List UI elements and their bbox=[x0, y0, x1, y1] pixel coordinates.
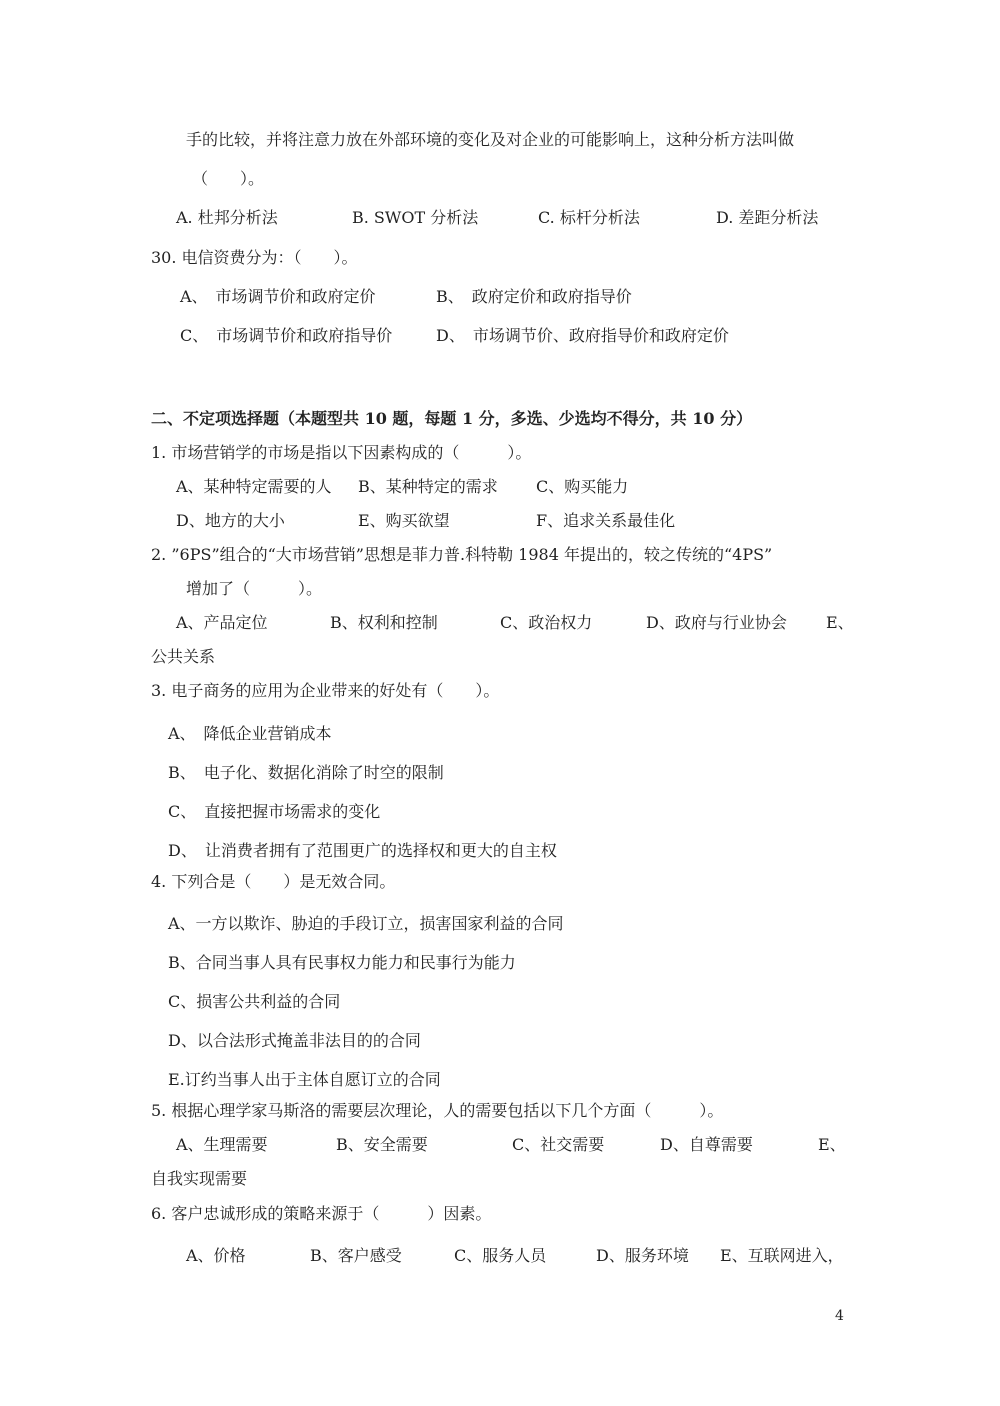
s1-option-b: B、某种特定的需求 bbox=[358, 477, 498, 496]
s1-option-f: F、追求关系最佳化 bbox=[536, 511, 676, 530]
s3-option-a: A、 降低企业营销成本 bbox=[168, 724, 332, 743]
s6-option-c: C、服务人员 bbox=[454, 1246, 547, 1265]
q30-option-c: C、 市场调节价和政府指导价 bbox=[180, 326, 393, 345]
s5-option-e-wrap: 自我实现需要 bbox=[151, 1169, 248, 1188]
s1-option-a: A、某种特定需要的人 bbox=[176, 477, 332, 496]
s1-option-e: E、购买欲望 bbox=[358, 511, 450, 530]
s5-option-b: B、安全需要 bbox=[336, 1135, 428, 1154]
s1-stem: 1. 市场营销学的市场是指以下因素构成的（ ）。 bbox=[151, 443, 532, 462]
s5-option-a: A、生理需要 bbox=[176, 1135, 268, 1154]
s2-option-e: E、 bbox=[826, 613, 854, 632]
s1-option-c: C、购买能力 bbox=[536, 477, 629, 496]
q29-option-b: B. SWOT 分析法 bbox=[352, 208, 479, 227]
s6-option-e: E、互联网进入， bbox=[720, 1246, 844, 1265]
s2-option-e-wrap: 公共关系 bbox=[151, 647, 216, 666]
q29-option-c: C. 标杆分析法 bbox=[538, 208, 640, 227]
s2-stem-continuation: 增加了（ ）。 bbox=[186, 579, 323, 598]
s6-option-a: A、价格 bbox=[186, 1246, 246, 1265]
s6-option-b: B、客户感受 bbox=[310, 1246, 402, 1265]
s3-option-b: B、 电子化、数据化消除了时空的限制 bbox=[168, 763, 444, 782]
q30-option-d: D、 市场调节价、政府指导价和政府定价 bbox=[436, 326, 729, 345]
s3-option-d: D、 让消费者拥有了范围更广的选择权和更大的自主权 bbox=[168, 841, 557, 860]
s3-option-c: C、 直接把握市场需求的变化 bbox=[168, 802, 381, 821]
s2-stem: 2. ”6PS”组合的“大市场营销”思想是菲力普.科特勒 1984 年提出的，较之传统的“4PS” bbox=[151, 545, 773, 564]
s3-stem: 3. 电子商务的应用为企业带来的好处有（ ）。 bbox=[151, 681, 500, 700]
q29-stem-continuation: 手的比较，并将注意力放在外部环境的变化及对企业的可能影响上，这种分析方法叫做 bbox=[186, 130, 795, 149]
page-number: 4 bbox=[835, 1308, 844, 1324]
s1-option-d: D、地方的大小 bbox=[176, 511, 285, 530]
q30-stem: 30. 电信资费分为：（ ）。 bbox=[151, 248, 358, 267]
s6-stem: 6. 客户忠诚形成的策略来源于（ ）因素。 bbox=[151, 1204, 492, 1223]
s2-option-c: C、政治权力 bbox=[500, 613, 593, 632]
s5-option-d: D、自尊需要 bbox=[660, 1135, 753, 1154]
q30-option-b: B、 政府定价和政府指导价 bbox=[436, 287, 632, 306]
q29-blank: （ ）。 bbox=[192, 169, 265, 188]
s4-option-b: B、合同当事人具有民事权力能力和民事行为能力 bbox=[168, 953, 516, 972]
s4-option-d: D、以合法形式掩盖非法目的的合同 bbox=[168, 1031, 421, 1050]
s4-stem: 4. 下列合是（ ）是无效合同。 bbox=[151, 872, 396, 891]
s2-option-d: D、政府与行业协会 bbox=[646, 613, 787, 632]
s4-option-c: C、损害公共利益的合同 bbox=[168, 992, 341, 1011]
s5-stem: 5. 根据心理学家马斯洛的需要层次理论，人的需要包括以下几个方面（ ）。 bbox=[151, 1101, 724, 1120]
s5-option-c: C、社交需要 bbox=[512, 1135, 605, 1154]
s5-option-e: E、 bbox=[818, 1135, 846, 1154]
s2-option-a: A、产品定位 bbox=[176, 613, 268, 632]
s4-option-a: A、一方以欺诈、胁迫的手段订立，损害国家利益的合同 bbox=[168, 914, 564, 933]
section-2-heading: 二、不定项选择题（本题型共 10 题，每题 1 分，多选、少选均不得分，共 10 分） bbox=[151, 409, 753, 428]
q30-option-a: A、 市场调节价和政府定价 bbox=[180, 287, 376, 306]
s4-option-e: E.订约当事人出于主体自愿订立的合同 bbox=[168, 1070, 441, 1089]
q29-option-a: A. 杜邦分析法 bbox=[176, 208, 278, 227]
q29-option-d: D. 差距分析法 bbox=[716, 208, 819, 227]
s2-option-b: B、权利和控制 bbox=[330, 613, 438, 632]
s6-option-d: D、服务环境 bbox=[596, 1246, 689, 1265]
